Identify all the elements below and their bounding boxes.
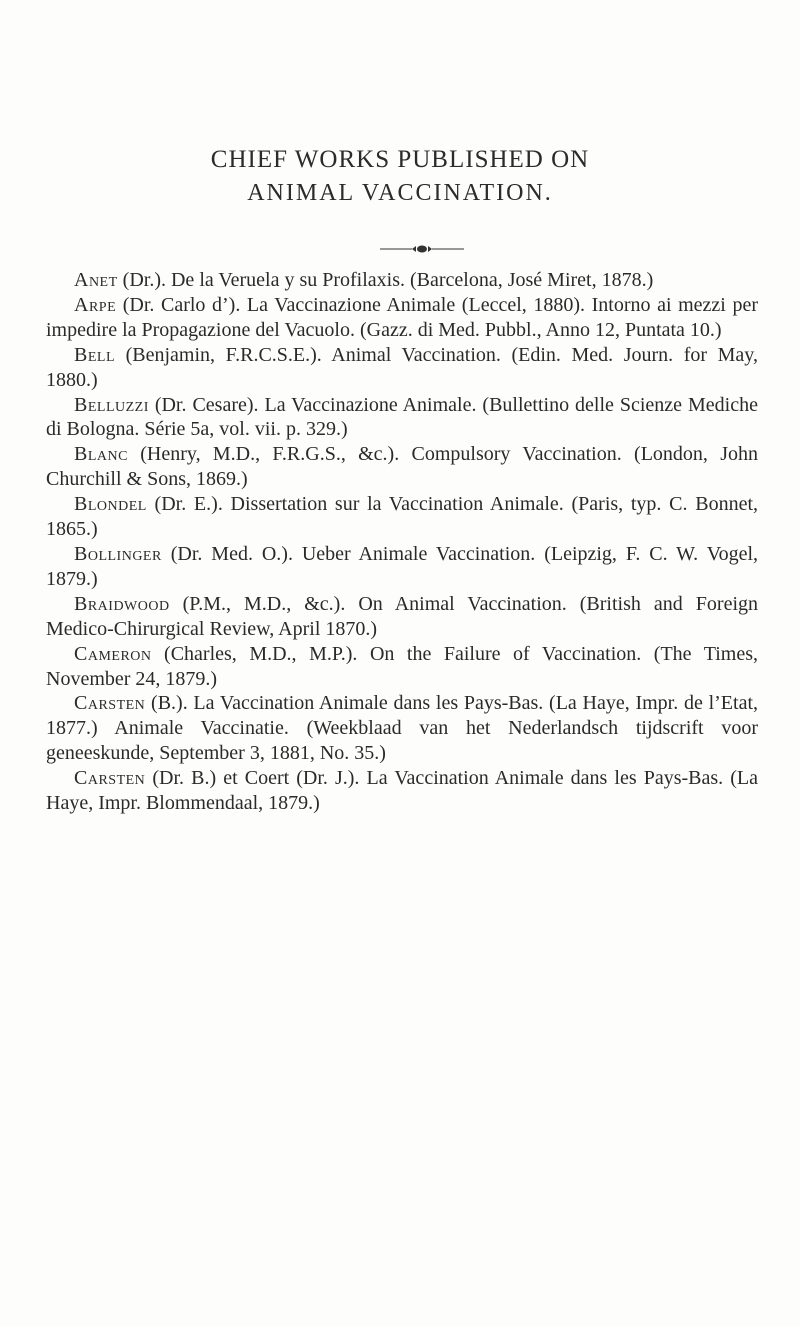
- ornamental-divider: [380, 243, 464, 255]
- bibliography-entry: [46, 393, 758, 443]
- entry-text: (Dr. Carlo d’). La Vaccinazione Animale (Leccel, 1880). Intorno ai mezzi per impedire la Propagazione del Vacuolo. (Gazz. di Med. Pubbl., Anno 12, Puntata 10.): [46, 293, 758, 341]
- entry-text: (Dr.). De la Veruela y su Profilaxis. (Barcelona, José Miret, 1878.): [117, 269, 654, 291]
- entry-author: Carsten: [74, 767, 146, 790]
- entry-text: (Dr. Cesare). La Vaccinazione Animale. (Bullettino delle Scienze Mediche di Bologna. Série 5a, vol. vii. p. 329.): [46, 393, 758, 441]
- entry-author: Bell: [74, 343, 115, 366]
- bibliography-entry: [46, 442, 758, 492]
- bibliography-entry: [46, 642, 758, 692]
- bibliography-entry: [46, 293, 758, 343]
- entry-author: Arpe: [74, 293, 117, 316]
- bibliography-entry: [46, 766, 758, 816]
- entry-text: (Henry, M.D., F.R.G.S., &c.). Compulsory Vaccination. (London, John Churchill & Sons, 1869.): [46, 443, 758, 491]
- bibliography-entry: [46, 691, 758, 766]
- entry-author: Belluzzi: [74, 393, 149, 416]
- page-title-line-2: ANIMAL VACCINATION.: [247, 180, 553, 206]
- bibliography-entry: [46, 592, 758, 642]
- entry-author: Blanc: [74, 443, 128, 466]
- entry-text: (B.). La Vaccination Animale dans les Pays-Bas. (La Haye, Impr. de l’Etat, 1877.) Animale Vaccinatie. (Weekblaad van het Nederlandsch tijdscrift voor geneeskunde, September 3, 1881, No. 35.): [46, 692, 758, 765]
- entry-text: (Benjamin, F.R.C.S.E.). Animal Vaccination. (Edin. Med. Journ. for May, 1880.): [46, 343, 758, 391]
- entry-author: Cameron: [74, 642, 152, 665]
- entry-author: Blondel: [74, 493, 147, 516]
- entry-author: Braidwood: [74, 592, 170, 615]
- bibliography-entry: [46, 343, 758, 393]
- bibliography-entry: [46, 492, 758, 542]
- entry-text: (P.M., M.D., &c.). On Animal Vaccination. (British and Foreign Medico-Chirurgical Review, April 1870.): [46, 592, 758, 640]
- entry-author: Bollinger: [74, 542, 162, 565]
- entry-text: (Charles, M.D., M.P.). On the Failure of Vaccination. (The Times, November 24, 1879.): [46, 642, 758, 690]
- bibliography-entry: [46, 542, 758, 592]
- entry-author: Carsten: [74, 692, 146, 715]
- bibliography-list: [46, 268, 758, 816]
- entry-author: Anet: [74, 269, 118, 291]
- entry-text: (Dr. E.). Dissertation sur la Vaccination Animale. (Paris, typ. C. Bonnet, 1865.): [46, 493, 758, 541]
- entry-text: (Dr. B.) et Coert (Dr. J.). La Vaccination Animale dans les Pays-Bas. (La Haye, Impr. Blommendaal, 1879.): [46, 767, 758, 815]
- bibliography-entry: [46, 268, 758, 293]
- page-title-line-1: CHIEF WORKS PUBLISHED ON: [210, 146, 590, 173]
- entry-text: (Dr. Med. O.). Ueber Animale Vaccination. (Leipzig, F. C. W. Vogel, 1879.): [46, 542, 758, 590]
